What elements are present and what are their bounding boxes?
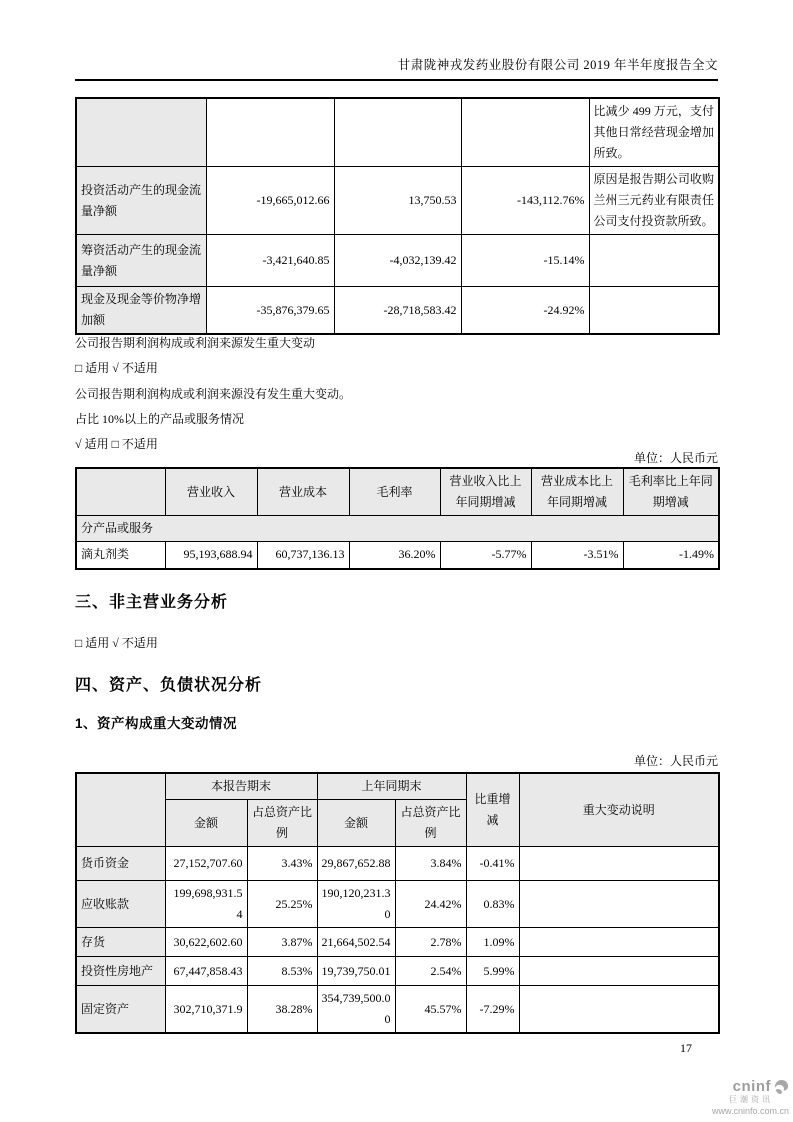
asset-row-label: 货币资金	[76, 847, 165, 881]
table-row	[76, 957, 719, 986]
product-margin-change: -1.49%	[623, 542, 719, 569]
asset-weight-change: 0.83%	[466, 881, 519, 928]
products-title: 占比 10%以上的产品或服务情况	[75, 412, 244, 426]
asset-ratio-prior: 2.78%	[395, 928, 466, 957]
asset-weight-change: 5.99%	[466, 957, 519, 986]
cashflow-change-value	[461, 98, 589, 167]
cashflow-current-value	[206, 98, 334, 167]
cashflow-change-value: -143,112.76%	[461, 167, 589, 235]
asset-ratio-current: 8.53%	[247, 957, 317, 986]
asset-amount-prior: 19,739,750.01	[317, 957, 395, 986]
asset-remark	[519, 847, 719, 881]
profit-change-title: 公司报告期利润构成或利润来源发生重大变动	[75, 336, 316, 350]
assets-header-prior-period: 上年同期末	[317, 773, 466, 800]
asset-ratio-prior: 3.84%	[395, 847, 466, 881]
table-row	[76, 98, 719, 167]
section3-checkbox: □ 适用 √ 不适用	[75, 636, 158, 650]
cashflow-current-value: -19,665,012.66	[206, 167, 334, 235]
asset-amount-current: 27,152,707.60	[165, 847, 247, 881]
table-row	[76, 287, 719, 335]
doc-header-title: 甘肃陇神戎发药业股份有限公司 2019 年半年度报告全文	[397, 58, 718, 72]
product-margin: 36.20%	[349, 542, 440, 569]
cashflow-current-value: -35,876,379.65	[206, 287, 334, 335]
table-row	[76, 928, 719, 957]
unit-label: 单位：人民币元	[633, 451, 718, 465]
asset-amount-current: 30,622,602.60	[165, 928, 247, 957]
cninfo-swirl-icon	[773, 1079, 789, 1095]
asset-amount-current: 302,710,371.9	[165, 986, 247, 1034]
asset-row-label: 应收账款	[76, 881, 165, 928]
asset-ratio-prior: 24.42%	[395, 881, 466, 928]
cninfo-chinese-name: 巨潮资讯	[729, 1095, 773, 1104]
assets-header-remark: 重大变动说明	[519, 773, 719, 847]
asset-weight-change: -7.29%	[466, 986, 519, 1034]
table-row	[76, 881, 719, 928]
assets-header-ratio: 占总资产比例	[395, 800, 466, 847]
profit-change-note: 公司报告期利润构成或利润来源没有发生重大变动。	[75, 387, 352, 401]
asset-amount-current: 199,698,931.54	[165, 881, 247, 928]
cashflow-prior-value	[334, 98, 461, 167]
table-group-row	[76, 516, 719, 542]
asset-remark	[519, 986, 719, 1034]
assets-header-current-period: 本报告期末	[165, 773, 317, 800]
products-header-revenue: 营业收入	[165, 468, 257, 516]
product-cost: 60,737,136.13	[257, 542, 349, 569]
asset-ratio-current: 3.87%	[247, 928, 317, 957]
table-row	[76, 986, 719, 1034]
cashflow-current-value: -3,421,640.85	[206, 235, 334, 287]
cashflow-remark: 原因是报告期公司收购兰州三元药业有限责任公司支付投资款所致。	[589, 167, 719, 235]
table-header-row	[76, 773, 719, 800]
asset-weight-change: 1.09%	[466, 928, 519, 957]
section4-subheading: 1、资产构成重大变动情况	[75, 716, 238, 731]
cashflow-row-label: 筹资活动产生的现金流量净额	[76, 235, 206, 287]
cninfo-brand-text: cninf	[732, 1078, 771, 1095]
asset-ratio-current: 38.28%	[247, 986, 317, 1034]
section4-title: 四、资产、负债状况分析	[75, 677, 263, 694]
asset-remark	[519, 881, 719, 928]
cashflow-prior-value: -28,718,583.42	[334, 287, 461, 335]
asset-weight-change: -0.41%	[466, 847, 519, 881]
cashflow-row-label: 现金及现金等价物净增加额	[76, 287, 206, 335]
product-revenue: 95,193,688.94	[165, 542, 257, 569]
product-revenue-change: -5.77%	[440, 542, 531, 569]
cashflow-prior-value: 13,750.53	[334, 167, 461, 235]
cashflow-change-value: -24.92%	[461, 287, 589, 335]
products-group-label: 分产品或服务	[76, 516, 719, 542]
page-number: 17	[680, 1041, 692, 1055]
section3-title: 三、非主营业务分析	[75, 594, 229, 611]
asset-ratio-prior: 2.54%	[395, 957, 466, 986]
cashflow-row-label	[76, 98, 206, 167]
assets-table	[75, 772, 720, 1034]
assets-header-blank	[76, 773, 165, 847]
product-cost-change: -3.51%	[531, 542, 623, 569]
asset-amount-current: 67,447,858.43	[165, 957, 247, 986]
cashflow-change-value: -15.14%	[461, 235, 589, 287]
cashflow-remark: 比减少 499 万元，支付其他日常经营现金增加所致。	[589, 98, 719, 167]
products-header-revenue-change: 营业收入比上年同期增减	[440, 468, 531, 516]
cashflow-remark	[589, 287, 719, 335]
asset-amount-prior: 190,120,231.30	[317, 881, 395, 928]
asset-ratio-current: 25.25%	[247, 881, 317, 928]
table-row	[76, 235, 719, 287]
asset-row-label: 存货	[76, 928, 165, 957]
products-header-margin-change: 毛利率比上年同期增减	[623, 468, 719, 516]
products-header-cost: 营业成本	[257, 468, 349, 516]
table-row	[76, 167, 719, 235]
products-checkbox: √ 适用 □ 不适用	[75, 437, 158, 451]
assets-header-ratio: 占总资产比例	[247, 800, 317, 847]
assets-header-amount: 金额	[165, 800, 247, 847]
products-header-cost-change: 营业成本比上年同期增减	[531, 468, 623, 516]
cashflow-remark	[589, 235, 719, 287]
product-row-label: 滴丸剂类	[76, 542, 165, 569]
asset-remark	[519, 928, 719, 957]
assets-header-amount: 金额	[317, 800, 395, 847]
cashflow-prior-value: -4,032,139.42	[334, 235, 461, 287]
assets-header-weight-change: 比重增减	[466, 773, 519, 847]
cashflow-table	[75, 97, 720, 335]
products-header-margin: 毛利率	[349, 468, 440, 516]
asset-amount-prior: 354,739,500.00	[317, 986, 395, 1034]
asset-remark	[519, 957, 719, 986]
cninfo-url: www.cninfo.com.cn	[711, 1106, 789, 1116]
table-row	[76, 542, 719, 569]
asset-row-label: 投资性房地产	[76, 957, 165, 986]
asset-row-label: 固定资产	[76, 986, 165, 1034]
asset-amount-prior: 29,867,652.88	[317, 847, 395, 881]
asset-ratio-prior: 45.57%	[395, 986, 466, 1034]
asset-ratio-current: 3.43%	[247, 847, 317, 881]
products-header-blank	[76, 468, 165, 516]
cninfo-logo	[693, 1078, 789, 1116]
table-row	[76, 847, 719, 881]
profit-change-checkbox: □ 适用 √ 不适用	[75, 361, 158, 375]
unit-label: 单位：人民币元	[633, 754, 718, 768]
cashflow-row-label: 投资活动产生的现金流量净额	[76, 167, 206, 235]
header-rule	[75, 79, 718, 81]
asset-amount-prior: 21,664,502.54	[317, 928, 395, 957]
products-table	[75, 467, 720, 570]
table-header-row	[76, 468, 719, 516]
